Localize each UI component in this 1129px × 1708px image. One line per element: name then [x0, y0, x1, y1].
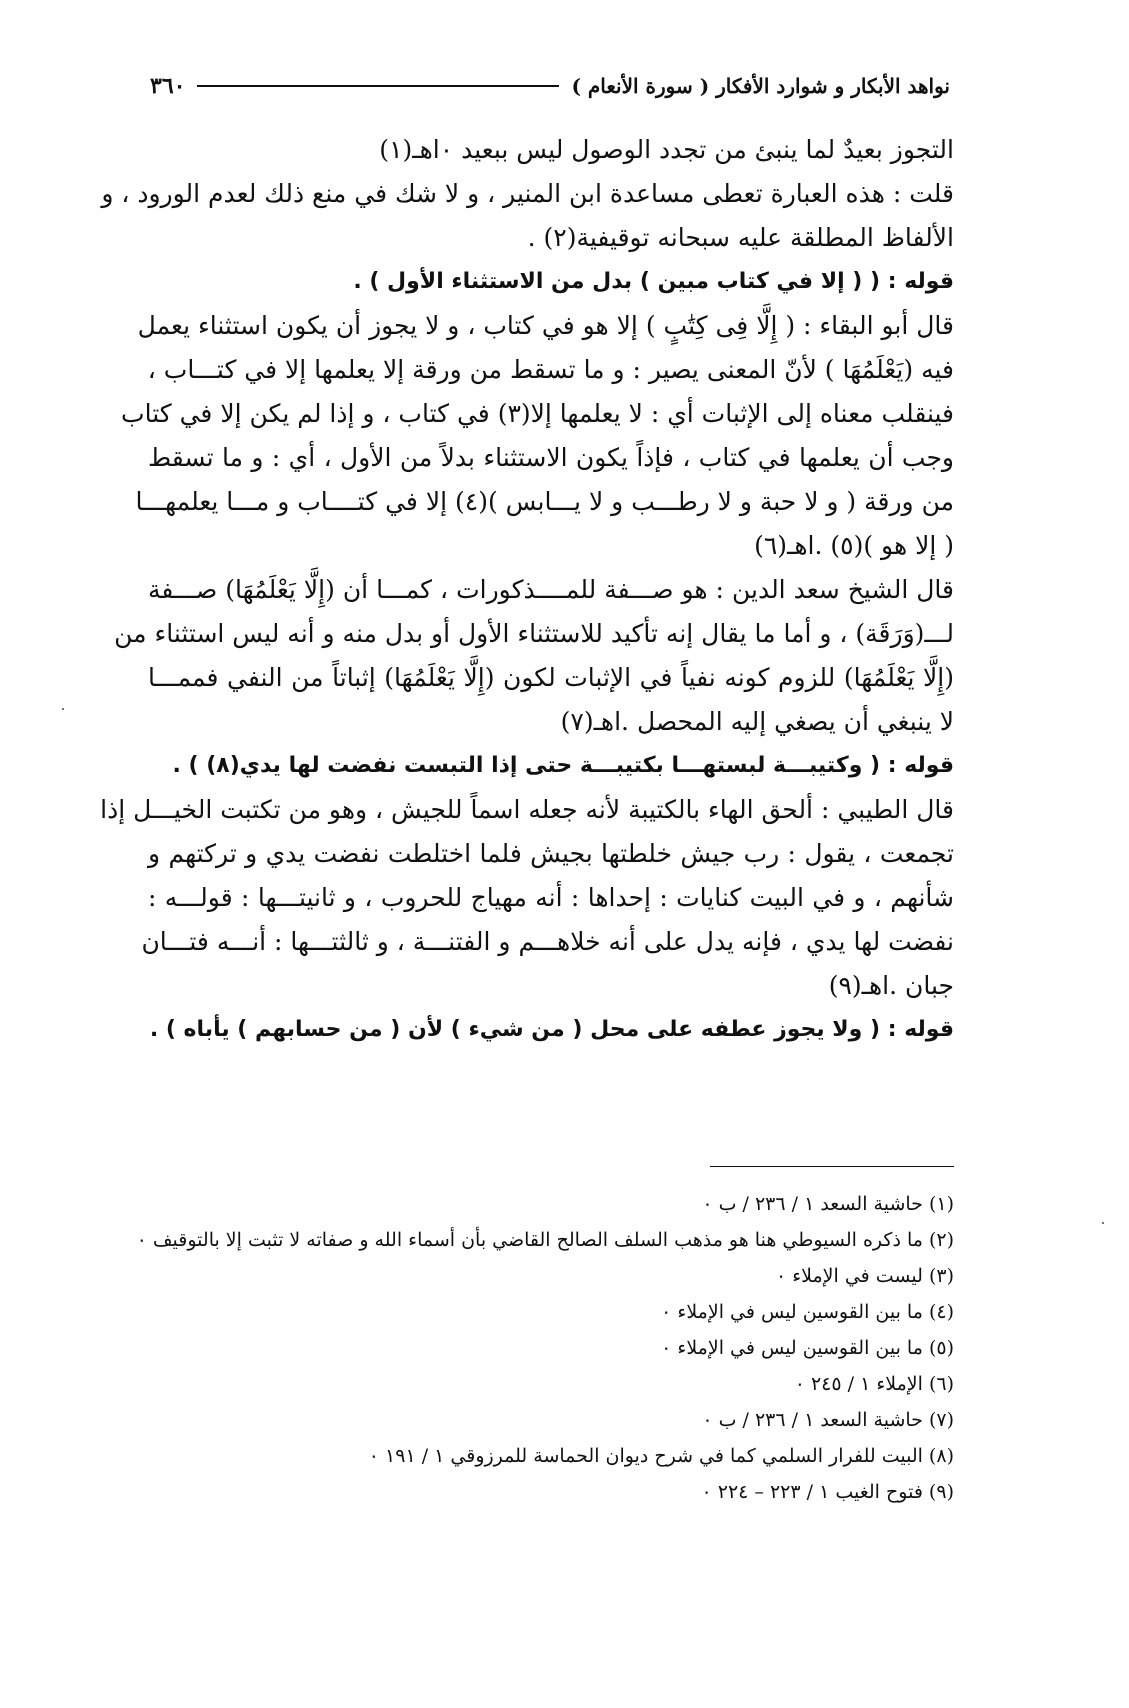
text-line: تجمعت ، يقول : رب جيش خلطتها بجيش فلما اختلطت نفضت يدي و تركتهم و: [148, 839, 954, 868]
text-line: جبان .اهـ(٩): [828, 971, 954, 1000]
text-line: قال أبو البقاء : ( إِلَّا فِى كِتَٰبٍ ) إلا هو في كتاب ، و لا يجوز أن يكون استثناء يعمل: [137, 311, 954, 340]
footnote: (١) حاشية السعد ١ / ٢٣٦ / ب ۰: [702, 1193, 954, 1215]
footnote-separator: [710, 1166, 954, 1167]
text-line: لا ينبغي أن يصغي إليه المحصل .اهـ(٧): [560, 707, 954, 736]
footnote: (٩) فتوح الغيب ١ / ٢٢٣ – ٢٢٤ ۰: [701, 1481, 954, 1503]
text-line: قال الطيبي : ألحق الهاء بالكتيبة لأنه جعله اسماً للجيش ، وهو من تكتبت الخيـــل إذا: [100, 795, 954, 824]
main-text: [100, 128, 954, 1052]
text-line: فينقلب معناه إلى الإثبات أي : لا يعلمها إلا(٣) في كتاب ، و إذا لم يكن إلا في كتاب: [121, 399, 954, 428]
text-line: وجب أن يعلمها في كتاب ، فإذاً يكون الاستثناء بدلاً من الأول ، أي : و ما تسقط: [148, 443, 954, 472]
heading-line: قوله : ( ولا يجوز عطفه على محل ( من شيء ) لأن ( من حسابهم ) يأباه ) .: [149, 1017, 954, 1042]
footnote: (٦) الإملاء ١ / ٢٤٥ ۰: [794, 1373, 954, 1395]
footnote: (٢) ما ذكره السيوطي هنا هو مذهب السلف الصالح القاضي بأن أسماء الله و صفاته لا تثبت إلا بالتوقيف ۰: [136, 1229, 954, 1251]
header-title: نواهد الأبكار و شوارد الأفكار ( سورة الأنعام ): [571, 74, 950, 98]
text-line: (إِلَّا يَعْلَمُهَا) للزوم كونه نفياً في الإثبات لكون (إِلَّا يَعْلَمُهَا) إثباتاً من النفي فممـــا: [148, 663, 954, 692]
text-line: قلت : هذه العبارة تعطى مساعدة ابن المنير ، و لا شك في منع ذلك لعدم الورود ، و: [101, 179, 954, 208]
text-line: الألفاظ المطلقة عليه سبحانه توقيفية(٢) .: [527, 223, 954, 252]
footnotes: [136, 1186, 954, 1510]
text-line: قال الشيخ سعد الدين : هو صـــفة للمــــذكورات ، كمـــا أن (إِلَّا يَعْلَمُهَا) صـــفة: [148, 575, 954, 604]
text-line: من ورقة ( و لا حبة و لا رطـــب و لا يـــابس )(٤) إلا في كتــــاب و مـــا يعلمهـــا: [135, 487, 954, 516]
footnote: (٨) البيت للفرار السلمي كما في شرح ديوان الحماسة للمرزوقي ١ / ١٩١ ۰: [368, 1445, 954, 1467]
text-line: لـــ(وَرَقَة) ، و أما ما يقال إنه تأكيد للاستثناء الأول أو بدل منه و أنه ليس استثناء من: [114, 619, 954, 648]
text-line: التجوز بعيدٌ لما ينبئ من تجدد الوصول ليس ببعيد ۰اهـ(١): [379, 135, 954, 164]
page-number: ٣٦٠: [150, 73, 186, 99]
header-rule: [197, 85, 559, 87]
scan-speck: [62, 708, 64, 710]
footnote: (٣) ليست في الإملاء ۰: [775, 1265, 954, 1287]
heading-line: قوله : ( ( إلا في كتاب مبين ) بدل من الاستثناء الأول ) .: [353, 269, 954, 294]
scan-speck: [1102, 1222, 1104, 1224]
running-header: [150, 66, 950, 106]
text-line: نفضت لها يدي ، فإنه يدل على أنه خلاهـــم و الفتنـــة ، و ثالثتـــها : أنـــه فتـــان: [141, 927, 954, 956]
footnote: (٥) ما بين القوسين ليس في الإملاء ۰: [661, 1337, 954, 1359]
footnote: (٧) حاشية السعد ١ / ٢٣٦ / ب ۰: [702, 1409, 954, 1431]
text-line: فيه (يَعْلَمُهَا ) لأنّ المعنى يصير : و ما تسقط من ورقة إلا يعلمها إلا في كتـــاب ،: [147, 355, 954, 384]
text-line: ( إلا هو )(٥) .اهـ(٦): [754, 531, 954, 560]
heading-line: قوله : ( وكتيبـــة لبستهـــا بكتيبـــة حتى إذا التبست نفضت لها يدي(٨) ) .: [172, 753, 954, 778]
text-line: شأنهم ، و في البيت كنايات : إحداها : أنه مهياج للحروب ، و ثانيتـــها : قولـــه :: [148, 883, 954, 912]
footnote: (٤) ما بين القوسين ليس في الإملاء ۰: [661, 1301, 954, 1323]
